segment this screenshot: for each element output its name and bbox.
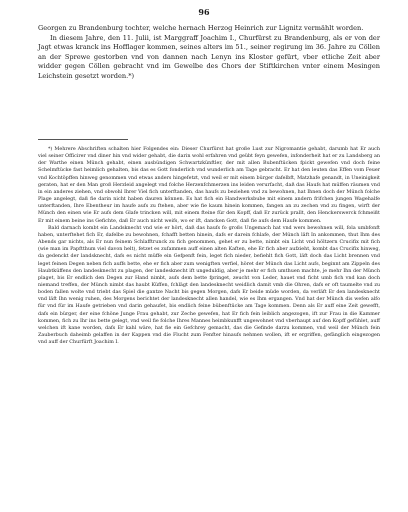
page-number: 96: [198, 7, 210, 17]
main-paragraph: Georgen zu Brandenburg tochter, welche hernach Herzog Heinrich zur Lignitz vermählt worden.: [38, 24, 364, 32]
main-text: [38, 24, 380, 81]
footnote-divider: [38, 139, 128, 140]
footnote-paragraph: Bald darnach kombt ein Landsknecht vnd wie er hört, daß das haufs fo großs Ungemach hat vnd wers bewohnen will, fola umbfonft haben, unterftehet fich Er, dafelbe zu bewohnen, fchafft betten hinein, dafs er darein fchlafe, der Münch läft In ankommen, thut Ihm des Abends gar nichts, als Er nun feinem Schlafftrunck zu fich genommen, gehet er zu bette, nimbt ein Licht vnd höltzern Crucifix mit fich (wie man im Papftthum viel davon helt), fetzet es zufammen auff einen alten Kaften, ehe Er fich aber aufzieht, kombt das Crucifix hinweg, da gedenckt der landsknecht, dafs es nicht müffe ein Gefpenft fein, leget fich nieder, befiehlt fich Gott, läft doch das Licht brennen vnd leget feinen Degen neben fich auffs bette, ehe er fich aber zum wenigften verfiel, höret der Münch das Licht aufs, beginnt am Zippeln des Haubtküffens den landesknecht zu plagen, der landesknecht ift ungeduldig, aber je mehr er fich umthuen machte, je mehr Ihn der Münch plaget, bis Er endlich den Degen zur Hand nimbt, aufs dem bette fpringet, zeucht von Leder, hauet vnd ficht umb fich vnd kan doch niemand treffen, der Münch nimbt das haubt Küffen, fchlägt den landesknecht weidlich damit vmb die Ohren, dafs er oft taumelte vnd zu boden fallen wolte vnd triebt das Spiel die gantze Nacht bis gegen Morgen, dafs Er beide müde worden, da verläft Er den landesknecht vnd läft Ihn wenig ruhen, des Morgens berichtet der landesknecht allen handel, wie es Ihm ergangen. Vnd hat der Münch dis wefen alfo für vnd für im Haufe getrieben vnd darin gehaufet, bis endlich feine bübenftücke am Tage kommen. Denn als Er auff eine Zeit gewefft, dafs ein bürger, der eine fchöne Junge Frau gehabt, zur Zeche gewefen, hat Er fich fein leiblich angezogen, ift zur Frau in die Kammer kommen, fich zu Ihr ins bette gelegt, vnd weil fie folche Ihres Mannes heimbkunfft ungewohnet vnd vberhaupt auf den Kopff gefühlet, auff welchen ift kane worden, dafs Er kahl wäre, hat fie ein Gefchrey gemacht, das die Gefinde darzu kommen, vnd weil der Münch fein Zauberbuch daheimb gelaffen in der Kappen vnd die Flucht zum Fenfter hinaufs nehmen wollen, ift er ergriffen, gefänglich eingezogen vnd auff der Churfürft Joachim I.: [38, 224, 380, 346]
footnote-paragraph: *) Mehrere Abschriften schalten hier Folgendes ein: Dieser Churfürst hat große Lust zur Nigromantie gehabt, darumb hat Er auch viel seiner Officirer vnd diner hin vnd wider gehabt, die darin wohl erfahren vnd geübt feyn gewefen, infonderheit hat er zu Landsberg an der Warthe einen Münch gehabt, einen ausbündigen Schwartzkünftler, der mit allen Bubenftücken fpickt gewefen vnd doch feine Schelmftücke fast heimlich gehalten, bis das es Gott fonderlich vnd wunderlich am Tage gebracht. Er hat den leuten das Effen vom Feuer vnd Kochtöpffen hinweg genommen vnd etwas anders hingefetzt, vnd weil er mit einem bürger dafelbft, Matzhafe genandt, in Uneinigkeit geraten, hat er den Man groß Herzleid angelegt vnd folche Herzenfchmerzen ins leiden verurfacht, daß das Haufs hat müffen räumen vnd in ein anderes ziehen, vnd obwohl Ihrer Viel fich unterftanden, das haufs zu beziehen vnd zu bewohnen, hat Ihnen doch der Münch folche Plage angelegt, daß fie darin nicht haben dauren können. Es hat fich ein Handwerksbube mit einem andern frifchen jungen Wagehalfe unterftanden, Ihre Ebentheur im haufe aufs zu ftehen, aber wie fie kaum hinein kommen, fangen an zu zechen vnd zu fingen, wirft der Münch den einen wie Er aufs dem Glafe trincken will, mit einem fteine für den Kopff, daß Er zurück prallt, den Henckerswerck fchmeißt Er mit einem beine ins Gefichte, daß Er auch nicht weifs, wo er ift, dancken Gott, daß fie aufs dem Haufe kommen.: [38, 146, 380, 224]
footnotes: [38, 146, 380, 346]
main-paragraph: In diesem Jahre, den 11. Julii, ist Marggraff Joachim I., Churfürst zu Brandenburg, als er von der Jagt etwas kranck ins Hofflager kommen, seines alters im 51., seiner regirung im 36. Jahre zu Cöllen an der Sprewe gestorben vnd von dannen nach Lenyn ins Kloster gefürt, vber etliche Zeit aber widder gegen Cöllen gebracht vnd im Gewelbe des Chors der Stiftkirchen vnter einem Mesingen Leichstein gesetzt worden.*): [38, 33, 380, 80]
